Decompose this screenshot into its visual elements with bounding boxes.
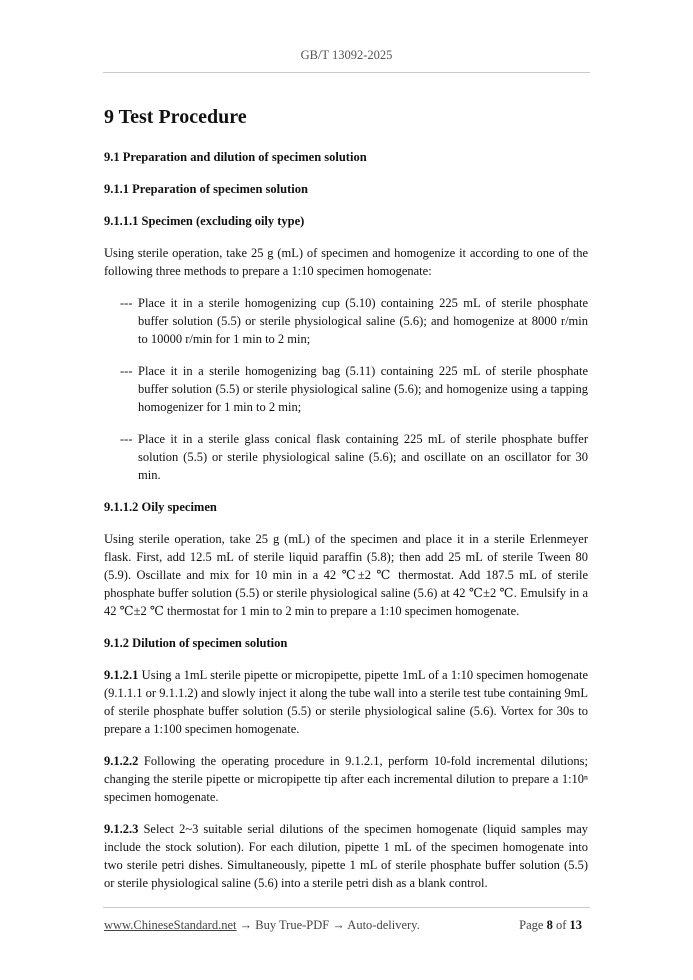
footer-rule — [103, 907, 590, 908]
clause-text: Select 2~3 suitable serial dilutions of the specimen homogenate (liquid samples may include the stock solution). For each dilution, pipette 1 mL of the specimen homogenate into two sterile petri dishes. Simultaneously, pipette 1 mL of sterile phosphate buffer solution (5.5) or sterile physiological saline (5.6) into a sterile petri dish as a blank control. — [104, 822, 588, 890]
list-dash: --- — [120, 364, 133, 378]
clause-9-1-2-2 — [104, 752, 588, 806]
subsection-9-1-1-title: 9.1.1 Preparation of specimen solution — [104, 182, 308, 196]
clause-text: Using a 1mL sterile pipette or micropipette, pipette 1mL of a 1:10 specimen homogenate (9.1.1.1 or 9.1.1.2) and slowly inject it along the tube wall into a sterile test tube containing 9mL of sterile phosphate buffer solution (5.5) or sterile physiological saline (5.6). Vortex for 30s to prepare a 1:100 specimen homogenate. — [104, 668, 588, 736]
clause-number: 9.1.2.1 — [104, 668, 139, 682]
page-indicator — [519, 918, 582, 933]
clause-9-1-2-1 — [104, 666, 588, 738]
current-page-number: 8 — [546, 918, 553, 932]
page-body — [104, 96, 588, 906]
clause-text: Following the operating procedure in 9.1.2.1, perform 10-fold incremental dilutions; changing the sterile pipette or micropipette tip after each incremental dilution to prepare a 1:10ⁿ specimen homogenate. — [104, 754, 588, 804]
subsection-9-1-title: 9.1 Preparation and dilution of specimen solution — [104, 150, 367, 164]
subsection-9-1-1-1-title: 9.1.1.1 Specimen (excluding oily type) — [104, 214, 305, 228]
footer-promo — [104, 918, 420, 933]
method-list-item — [104, 362, 588, 416]
header-rule — [103, 72, 590, 73]
site-link[interactable]: www.ChineseStandard.net — [104, 918, 237, 932]
total-pages-number: 13 — [569, 918, 582, 932]
clause-9-1-2-3 — [104, 820, 588, 892]
list-item-text: Place it in a sterile homogenizing bag (5.11) containing 225 mL of sterile phosphate buffer solution (5.5) or sterile physiological saline (5.6); and homogenize using a tapping homogenizer for 1 min to 2 min; — [138, 364, 588, 414]
clause-number: 9.1.2.2 — [104, 754, 139, 768]
list-dash: --- — [120, 432, 133, 446]
list-item-text: Place it in a sterile glass conical flask containing 225 mL of sterile phosphate buffer solution (5.5) or sterile physiological saline (5.6); and oscillate on an oscillator for 30 min. — [138, 432, 588, 482]
method-list-item — [104, 294, 588, 348]
subsection-9-1-2-title: 9.1.2 Dilution of specimen solution — [104, 636, 288, 650]
running-header: GB/T 13092-2025 — [300, 48, 393, 62]
footer-tagline: → Buy True-PDF → Auto-delivery. — [236, 918, 420, 932]
page-word: Page — [519, 918, 547, 932]
oily-specimen-paragraph: Using sterile operation, take 25 g (mL) of the specimen and place it in a sterile Erlenmeyer flask. First, add 12.5 mL of sterile liquid paraffin (5.8); then add 25 mL of sterile Tween 80 (5.9). Oscillate and mix for 10 min in a 42 ℃±2 ℃ thermostat. Add 187.5 mL of sterile phosphate buffer solution (5.5) or sterile physiological saline (5.6) at 42 ℃±2 ℃. Emulsify in a 42 ℃±2 ℃ thermostat for 1 min to 2 min to prepare a 1:10 specimen homogenate. — [104, 532, 588, 618]
method-list-item — [104, 430, 588, 484]
section-title: 9 Test Procedure — [104, 106, 247, 128]
subsection-9-1-1-2-title: 9.1.1.2 Oily specimen — [104, 500, 217, 514]
list-dash: --- — [120, 296, 133, 310]
of-word: of — [552, 918, 570, 932]
list-item-text: Place it in a sterile homogenizing cup (5.10) containing 225 mL of sterile phosphate buffer solution (5.5) or sterile physiological saline (5.6); and homogenize at 8000 r/min to 10000 r/min for 1 min to 2 min; — [138, 296, 588, 346]
intro-paragraph: Using sterile operation, take 25 g (mL) of specimen and homogenize it according to one of the following three methods to prepare a 1:10 specimen homogenate: — [104, 246, 588, 278]
clause-number: 9.1.2.3 — [104, 822, 139, 836]
